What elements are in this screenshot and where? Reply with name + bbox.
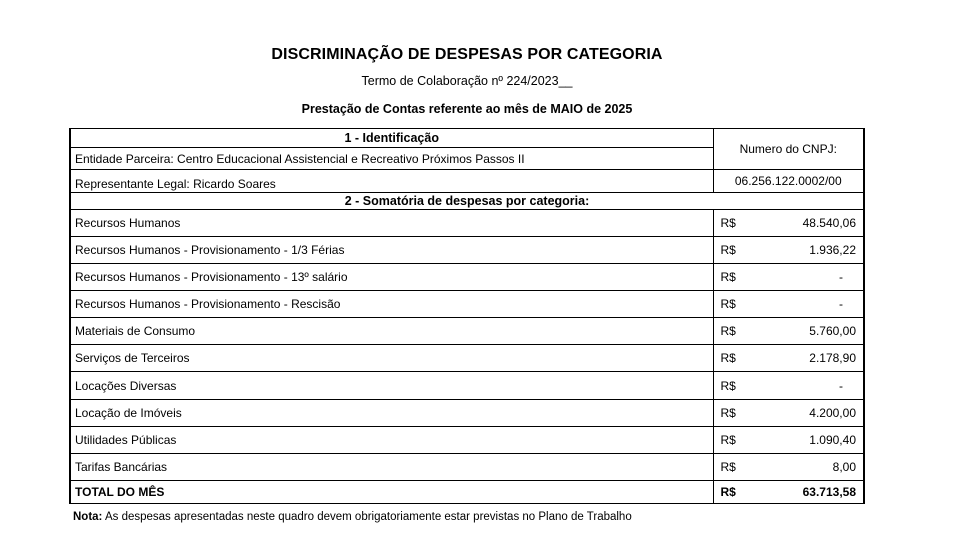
currency-symbol: R$ <box>720 378 736 393</box>
expense-category: Recursos Humanos - Provisionamento - 1/3 Férias <box>70 237 713 264</box>
expense-amount: - <box>839 378 843 393</box>
expense-category: Recursos Humanos - Provisionamento - Rescisão <box>70 291 713 318</box>
currency-symbol: R$ <box>720 406 736 420</box>
currency-symbol: R$ <box>720 460 736 474</box>
expense-row <box>70 291 864 318</box>
expense-category: Utilidades Públicas <box>70 427 713 454</box>
total-row <box>70 481 864 504</box>
expense-amount: 8,00 <box>832 460 856 474</box>
currency-symbol: R$ <box>720 324 736 338</box>
expense-amount: 4.200,00 <box>809 406 856 420</box>
expense-amount: 1.090,40 <box>809 433 856 447</box>
expense-amount: 5.760,00 <box>809 324 856 338</box>
note-text: As despesas apresentadas neste quadro devem obrigatoriamente estar previstas no Plano de Trabalho <box>102 511 632 523</box>
currency-symbol: R$ <box>720 297 736 311</box>
currency-symbol: R$ <box>720 243 736 257</box>
currency-symbol: R$ <box>720 433 736 447</box>
expense-amount: - <box>839 297 843 311</box>
footer-note <box>73 511 632 523</box>
expense-row <box>70 237 864 264</box>
cnpj-value: 06.256.122.0002/00 <box>713 170 864 193</box>
expense-row <box>70 454 864 481</box>
entity-name: Entidade Parceira: Centro Educacional Assistencial e Recreativo Próximos Passos II <box>70 148 713 170</box>
expenses-section-title: 2 - Somatória de despesas por categoria: <box>70 193 864 210</box>
total-amount: 63.713,58 <box>802 485 856 499</box>
legal-representative: Representante Legal: Ricardo Soares <box>70 170 713 193</box>
total-currency: R$ <box>720 485 736 499</box>
expense-row <box>70 427 864 454</box>
expense-category: Locações Diversas <box>70 372 713 400</box>
expense-amount: - <box>839 270 843 284</box>
expense-category: Materiais de Consumo <box>70 318 713 345</box>
expense-amount: 48.540,06 <box>802 216 856 230</box>
expense-row <box>70 318 864 345</box>
note-label: Nota: <box>73 511 103 523</box>
currency-symbol: R$ <box>720 351 736 365</box>
expense-table <box>69 128 865 504</box>
expense-row <box>70 400 864 427</box>
expense-amount: 2.178,90 <box>809 351 856 365</box>
cnpj-label: Numero do CNPJ: <box>713 129 864 170</box>
identification-section-title: 1 - Identificação <box>70 129 713 148</box>
total-label: TOTAL DO MÊS <box>70 481 713 504</box>
expense-category: Recursos Humanos <box>70 210 713 237</box>
document-title: DISCRIMINAÇÃO DE DESPESAS POR CATEGORIA <box>271 46 663 63</box>
expense-category: Serviços de Terceiros <box>70 345 713 372</box>
expense-row <box>70 372 864 400</box>
expense-category: Recursos Humanos - Provisionamento - 13º salário <box>70 264 713 291</box>
currency-symbol: R$ <box>720 270 736 284</box>
currency-symbol: R$ <box>720 216 736 230</box>
expense-row <box>70 345 864 372</box>
expense-row <box>70 210 864 237</box>
expense-category: Locação de Imóveis <box>70 400 713 427</box>
report-period: Prestação de Contas referente ao mês de MAIO de 2025 <box>301 102 633 116</box>
expense-row <box>70 264 864 291</box>
document-subtitle: Termo de Colaboração nº 224/2023__ <box>361 74 573 88</box>
expense-amount: 1.936,22 <box>809 243 856 257</box>
expense-category: Tarifas Bancárias <box>70 454 713 481</box>
